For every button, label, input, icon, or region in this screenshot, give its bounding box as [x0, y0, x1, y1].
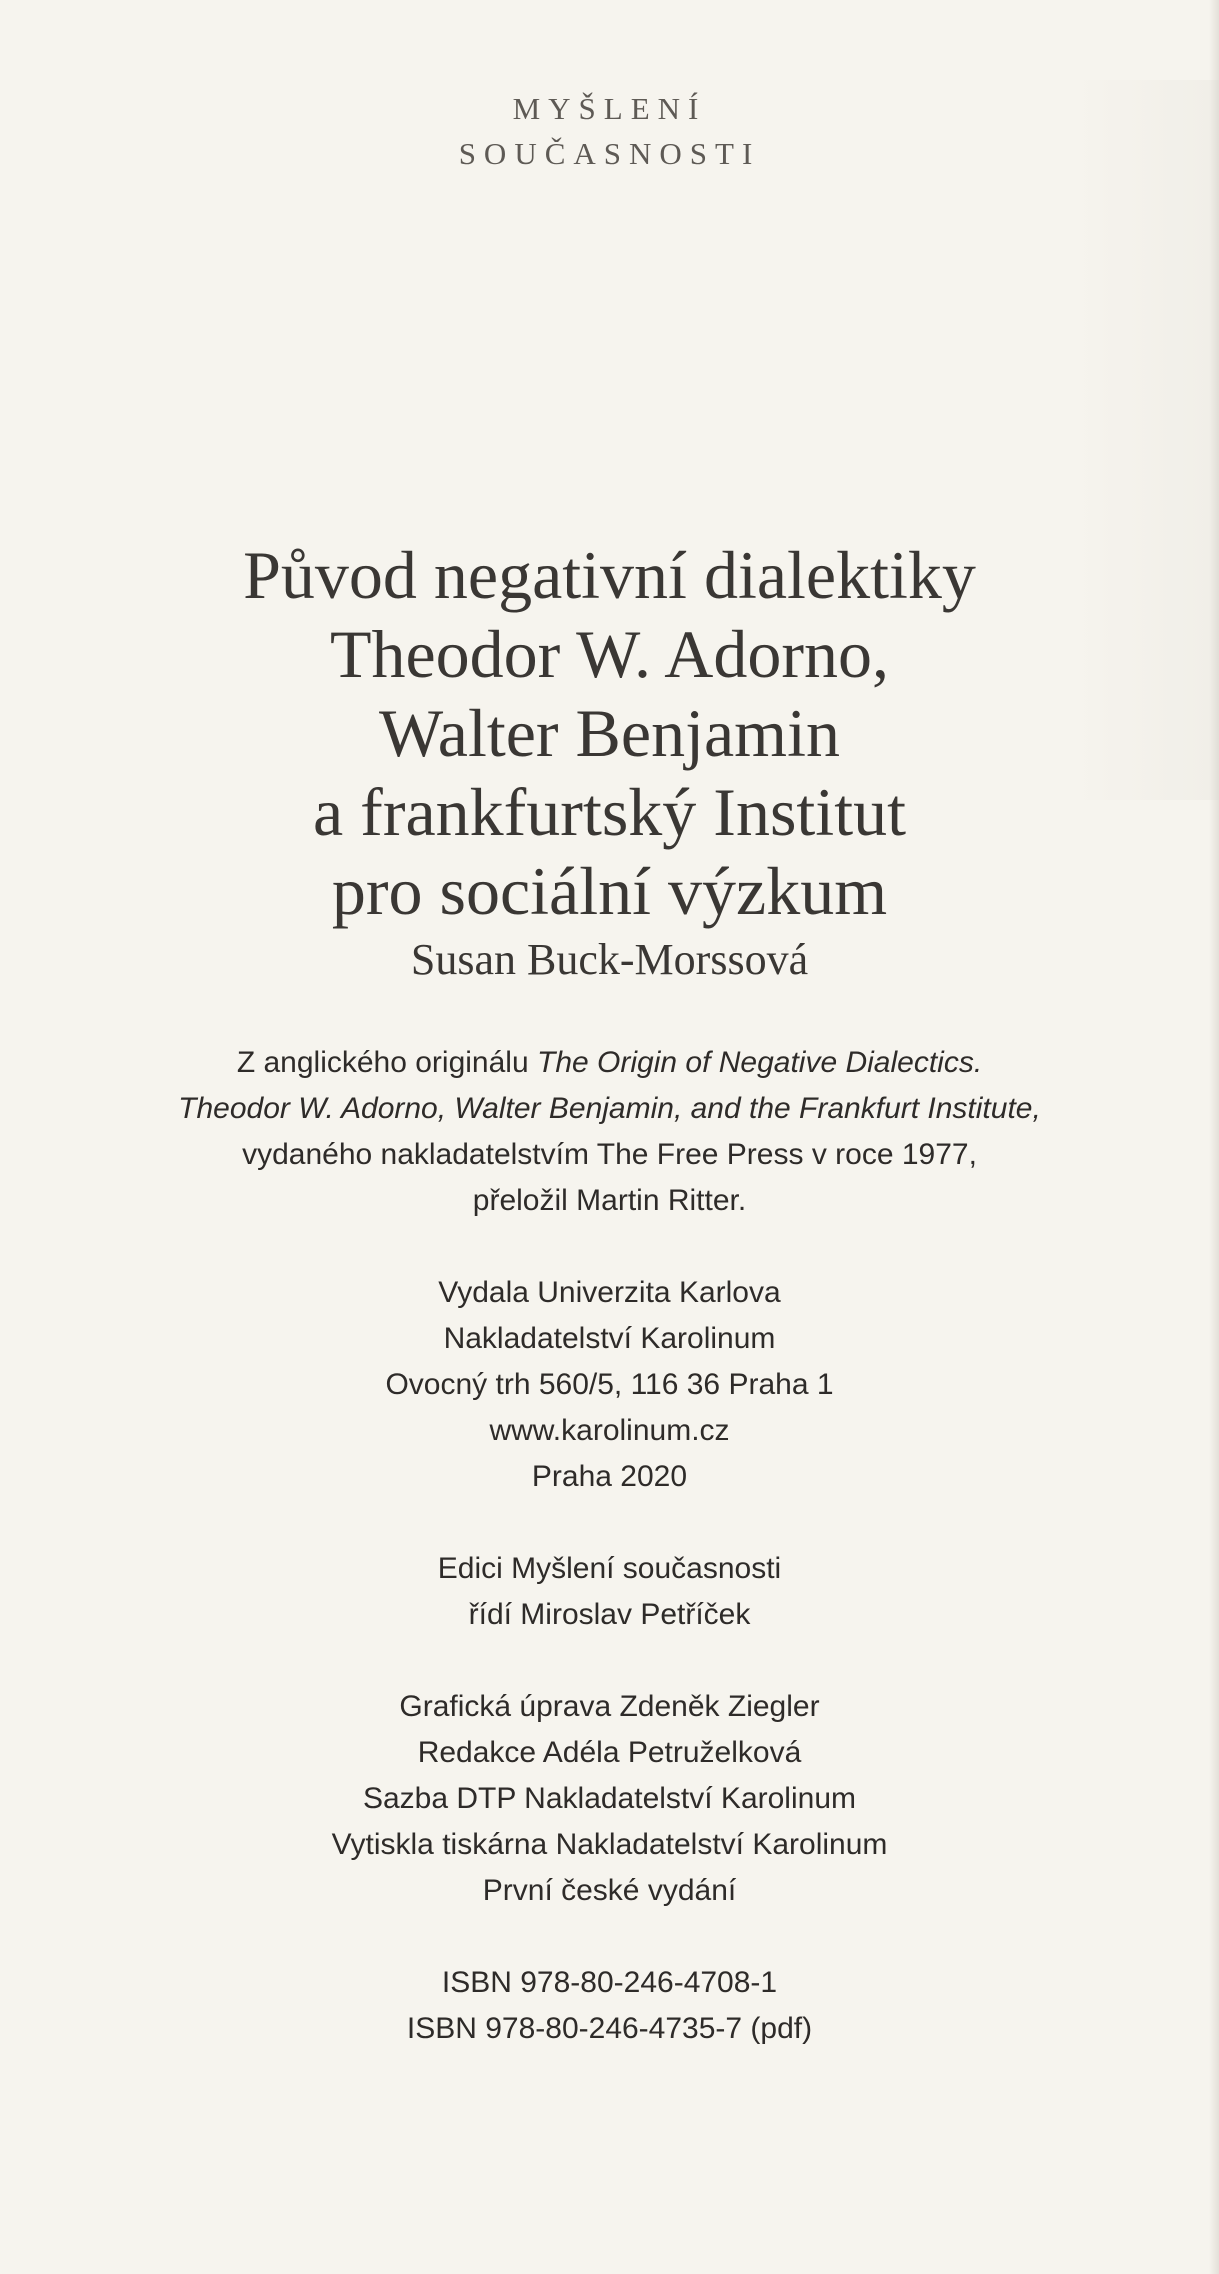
translation-line-2: [0, 1086, 1219, 1132]
credits-design: Grafická úprava Zdeněk Ziegler: [399, 1690, 820, 1723]
publisher-line-1: Vydala Univerzita Karlova: [438, 1276, 781, 1309]
spacer: [0, 1500, 1219, 1546]
publisher-website: www.karolinum.cz: [489, 1414, 730, 1447]
credits-edition: První české vydání: [482, 1874, 737, 1907]
translation-line-4: přeložil Martin Ritter.: [472, 1184, 747, 1217]
credits-printing: Vytiskla tiskárna Nakladatelství Karolinum: [331, 1828, 888, 1861]
credits-typesetting: Sazba DTP Nakladatelství Karolinum: [362, 1782, 856, 1815]
translation-line-1: [0, 1040, 1219, 1086]
original-subtitle: Theodor W. Adorno, Walter Benjamin, and the Frankfurt Institute,: [178, 1092, 1041, 1125]
publication-place-year: Praha 2020: [531, 1460, 688, 1493]
series-name-line-1: MYŠLENÍ: [512, 91, 707, 126]
publisher-line-2: Nakladatelství Karolinum: [443, 1322, 776, 1355]
translation-line-3: vydaného nakladatelstvím The Free Press v roce 1977,: [242, 1138, 977, 1171]
spacer: [0, 1638, 1219, 1684]
book-title: [0, 536, 1219, 931]
book-title-line-3: Walter Benjamin: [379, 695, 840, 771]
edition-line-2: řídí Miroslav Petříček: [468, 1598, 751, 1631]
publisher-address: Ovocný trh 560/5, 116 36 Praha 1: [385, 1368, 834, 1401]
series-name-line-2: SOUČASNOSTI: [458, 136, 761, 171]
spacer: [0, 1224, 1219, 1270]
edition-line-1: Edici Myšlení současnosti: [437, 1552, 782, 1585]
series-name: [0, 86, 1219, 176]
book-title-line-2: Theodor W. Adorno,: [329, 616, 890, 692]
book-title-line-5: pro sociální výzkum: [331, 853, 888, 929]
credits-editor: Redakce Adéla Petruželková: [417, 1736, 802, 1769]
book-title-line-1: Původ negativní dialektiky: [243, 537, 976, 613]
imprint-details: [0, 1040, 1219, 2052]
spacer: [0, 1914, 1219, 1960]
author-name: Susan Buck-Morssová: [410, 935, 809, 984]
original-title: The Origin of Negative Dialectics.: [537, 1046, 983, 1079]
translation-line-1-prefix: Z anglického originálu: [236, 1046, 537, 1079]
isbn-pdf: ISBN 978-80-246-4735-7 (pdf): [406, 2012, 813, 2045]
book-title-line-4: a frankfurtský Institut: [313, 774, 906, 850]
isbn-print: ISBN 978-80-246-4708-1: [441, 1966, 778, 1999]
